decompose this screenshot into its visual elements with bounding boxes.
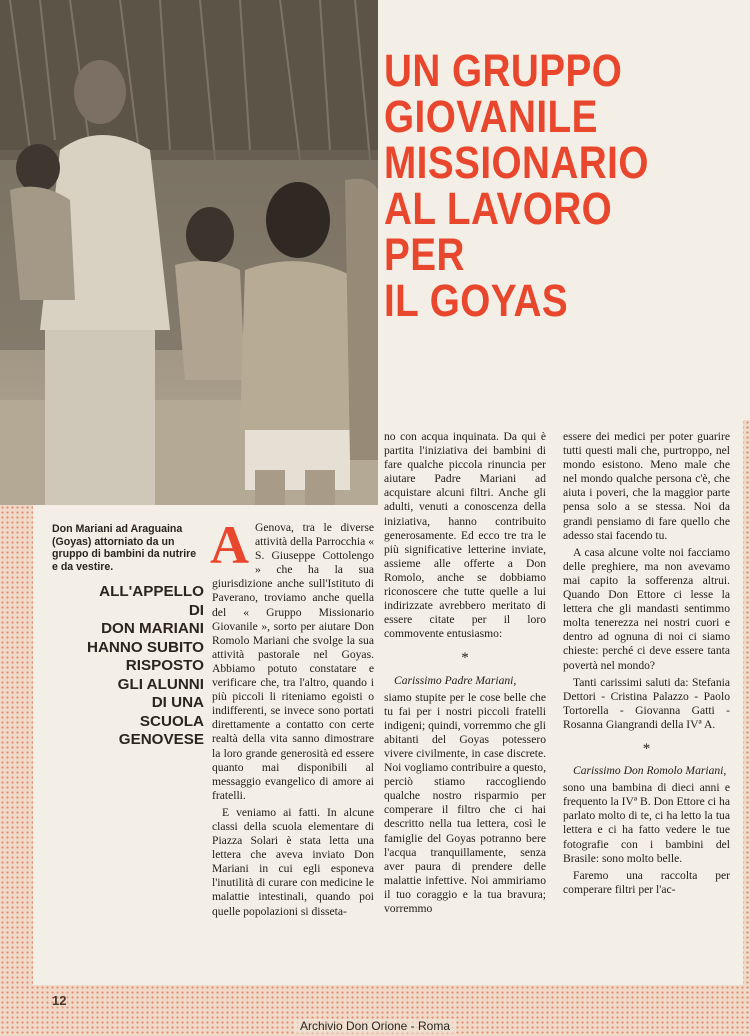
photo-illustration — [0, 0, 378, 505]
letter-body: siamo stupite per le cose belle che tu fai per i nostri piccoli fratelli indigeni; quindi, vorremmo che gli abitanti del Goyas potessero vivere civilmente, in case discrete. Noi vogliamo contribuire a questo, perciò stiamo raccogliendo qualche nostro risparmio per comperare il filtro che ci hai descritto nella tua lettera, così le famiglie del Goyas potranno bere l'acqua tranquillamente, senza aver paura di prendere delle malattie infettive. Noi ammiriamo il tuo coraggio e la tua bravura; vorremmo — [384, 690, 546, 915]
letter-body: essere dei medici per poter guarire tutti questi mali che, purtroppo, nel mondo esistono. Meno male che nel mondo qualche persona c'è, che aiuta i poveri, che la maggior parte pensa solo a se stessa. Noi da grandi pensiamo di fare quello che adesso stai facendo tu. — [563, 430, 730, 542]
letter-body: A casa alcune volte noi facciamo delle preghiere, ma non avevamo mai capito la sofferenza altrui. Quando Don Ettore ci lesse la lettera che gli mandasti sentimmo molta tenerezza nei nostri cuori e dentro ad ognuna di noi ci siamo chieste: perché ci deve essere tanta povertà nel mondo? — [563, 545, 730, 672]
letter-body: sono una bambina di dieci anni e frequento la IVª B. Don Ettore ci ha parlato molto di te, ci ha letto la tua lettera e ci ha fatto vedere le tue fotografie con i bambini del Brasile: sono molto belle. — [563, 781, 730, 865]
article-paragraph: E veniamo ai fatti. In alcune classi della scuola elementare di Piazza Solari è stata letta una lettera che aveva inviato Don Mariani in cui egli esponeva l'inutilità di curare con medicine le malattie intestinali, quando poi quelle popolazioni si disseta- — [212, 805, 374, 918]
photo-caption: Don Mariani ad Araguaina (Goyas) attorniato da un gruppo di bambini da nutrire e da vestire. — [52, 523, 197, 573]
section-separator: * — [461, 650, 469, 667]
letter-signatures: Tanti carissimi saluti da: Stefania Dettori - Cristina Palazzo - Paolo Tortorella - Giovanna Gatti - Rosanna Giangrandi della IVª A. — [563, 675, 730, 731]
drop-cap: A — [210, 515, 249, 575]
article-column-2 — [384, 430, 546, 919]
article-column-3 — [563, 430, 730, 900]
headline-line: MISSIONARIO — [384, 137, 649, 188]
subhead: ALL'APPELLO DI DON MARIANI HANNO SUBITO RISPOSTO GLI ALUNNI DI UNA SCUOLA GENOVESE — [86, 583, 204, 748]
headline-line: IL GOYAS — [384, 275, 569, 326]
headline — [384, 45, 685, 326]
letter-salutation: Carissimo Padre Mariani, — [394, 673, 517, 687]
archive-footer: Archivio Don Orione - Roma — [0, 1016, 750, 1036]
headline-line: PER — [384, 229, 465, 280]
letter-body: Faremo una raccolta per comperare filtri per l'ac- — [563, 868, 730, 896]
article-paragraph: no con acqua inquinata. Da qui è partita l'iniziativa dei bambini di fare qualche piccola rinuncia per aiutare Padre Mariani ad acquistare alcuni filtri. Anche gli adulti, venuti a conoscenza della iniziativa, hanno contribuito generosamente. Ed ecco tre tra le più significative letterine inviate, assieme alle offerte a Don Romolo, anche se dobbiamo riconoscere che tutte quelle a lui indirizzate avrebbero meritato di essere citate per il loro commovente entusiasmo: — [384, 430, 546, 641]
letter-salutation: Carissimo Don Romolo Mariani, — [573, 764, 727, 778]
photo-don-mariani-children — [0, 0, 378, 505]
section-separator: * — [642, 740, 651, 757]
article-column-1 — [210, 515, 374, 922]
headline-line: AL LAVORO — [384, 183, 613, 234]
page-number: 12 — [52, 993, 67, 1008]
article-paragraph: A Genova, tra le diverse attività della Parrocchia « S. Giuseppe Cottolengo » che ha la sua giurisdizione anche sull'Istituto di Paverano, troviamo anche quella del « Gruppo Missionario Giovanile », sorto per aiutare Don Romolo Mariani che svolge la sua attività pastorale nel Goyas. Abbiamo potuto constatare e verificare che, tra l'altro, quando i più piccoli li riteniamo egoisti o indifferenti, se invece sono portati direttamente a contatto con certe realtà della vita sanno dimostrare la loro grande generosità ed essere quanto mai disponibili al messaggio evangelico di amore ai fratelli. — [210, 515, 374, 802]
headline-line: UN GRUPPO — [384, 45, 623, 96]
headline-line: GIOVANILE — [384, 91, 598, 142]
